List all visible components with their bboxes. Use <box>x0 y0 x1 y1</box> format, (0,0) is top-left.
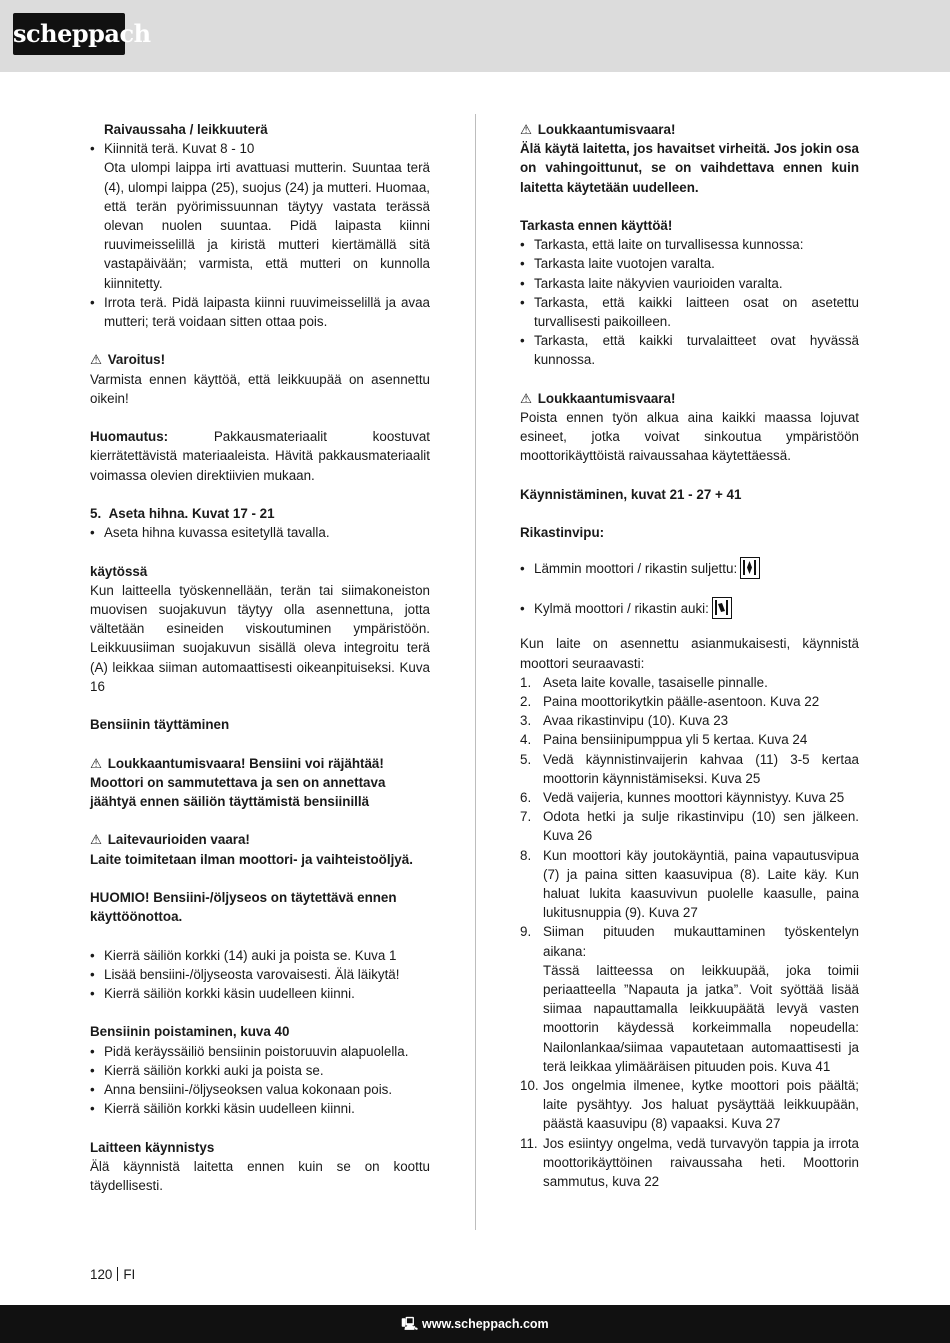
warning-triangle-icon: ⚠ <box>90 755 103 771</box>
monitor-icon: 🖳 <box>401 1317 419 1331</box>
list-item: 1. Aseta laite kovalle, tasaiselle pinnalle. <box>520 674 768 690</box>
check-list <box>520 235 859 369</box>
list-item: • Tarkasta laite näkyvien vaurioiden varalta. <box>520 274 859 293</box>
section-heading: Bensiinin täyttäminen <box>90 717 230 733</box>
right-column <box>520 120 859 1191</box>
section-heading: Laitteen käynnistys <box>90 1139 215 1155</box>
list-item: • Anna bensiini-/öljyseoksen valua kokonaan pois. <box>90 1080 430 1099</box>
warning-triangle-icon: ⚠ <box>90 352 103 368</box>
scheppach-logo[interactable]: scheppach <box>13 13 125 55</box>
belt-list <box>90 523 430 542</box>
list-item: 10. Jos ongelmia ilmenee, kytke moottori pois päältä; laite pysähtyy. Jos haluat pysäyttää leikkuupään, päästä kaasuvipu (8) vapaaksi. Kuva 27 <box>520 1078 859 1132</box>
list-item: • Kiinnitä terä. Kuvat 8 - 10 Ota ulompi laippa irti avattuasi mutterin. Suuntaa terä (4), ulompi laippa (25), suojus (24) ja mutteri. Huomaa, että terän pyörimissuunnan täytyy vastata terässä olevan nuolen suuntaa. Pidä laipasta kiinni ruuvimeisselillä ja kiristä mutteri kiertämällä sitä vastapäivään; varmista, että mutteri on kunnolla kiinnitetty. <box>90 139 430 293</box>
note-paragraph: Huomautus: Pakkausmateriaalit koostuvat kierrätettävistä materiaaleista. Hävitä pakkausmateriaalit voimassa olevien direktiivien mukaan. <box>90 429 430 483</box>
left-column <box>90 120 430 1195</box>
list-item: • Kierrä säiliön korkki auki ja poista se. <box>90 1061 430 1080</box>
list-item: • Tarkasta laite vuotojen varalta. <box>520 254 859 273</box>
website-link[interactable]: 🖳 www.scheppach.com <box>0 1305 950 1343</box>
list-item: • Tarkasta, että kaikki laitteen osat on asetettu turvallisesti paikoilleen. <box>520 293 859 331</box>
list-item: • Kierrä säiliön korkki käsin uudelleen kiinni. <box>90 1099 430 1118</box>
damage-heading: ⚠ Laitevaurioiden vaara! <box>90 830 430 849</box>
warning-triangle-icon: ⚠ <box>90 832 103 848</box>
damage-text: Laite toimitetaan ilman moottori- ja vaihteistoöljyä. <box>90 851 413 867</box>
attention-paragraph: HUOMIO! Bensiini-/öljyseos on täytettävä ennen käyttöönottoa. <box>90 890 397 925</box>
danger-paragraph: ⚠ Loukkaantumisvaara! Bensiini voi räjähtää! Moottori on sammutettava ja sen on annettava jäähtyä ennen säiliön täyttämistä bensiinillä <box>90 755 386 810</box>
danger-heading: ⚠ Loukkaantumisvaara! <box>520 389 859 408</box>
start-steps-list <box>520 673 859 1191</box>
list-item: • Tarkasta, että laite on turvallisessa kunnossa: <box>520 235 859 254</box>
list-item: • Kierrä säiliön korkki (14) auki ja poista se. Kuva 1 <box>90 946 430 965</box>
paragraph: Älä käynnistä laitetta ennen kuin se on koottu täydellisesti. <box>90 1158 430 1193</box>
list-item: 4. Paina bensiinipumppua yli 5 kertaa. Kuva 24 <box>520 732 808 748</box>
warning-triangle-icon: ⚠ <box>520 122 533 137</box>
choke-warm-label: Lämmin moottori / rikastin suljettu: <box>534 560 738 576</box>
page-number: 120 FI <box>90 1267 136 1282</box>
header-bar <box>0 0 950 72</box>
section-heading: Rikastinvipu: <box>520 525 605 541</box>
danger-text: Älä käytä laitetta, jos havaitset virheitä. Jos jokin osa on vahingoittunut, se on vaihdettava ennen kuin laitetta käytetään uudelleen. <box>520 141 859 195</box>
section-heading: 5. Aseta hihna. Kuvat 17 - 21 <box>90 506 275 522</box>
paragraph: Kun laite on asennettu asianmukaisesti, käynnistä moottori seuraavasti: <box>520 636 859 671</box>
blade-steps-list <box>90 139 430 331</box>
list-item: • Kierrä säiliön korkki käsin uudelleen kiinni. <box>90 984 430 1003</box>
danger-text: Poista ennen työn alkua aina kaikki maassa lojuvat esineet, jotka voivat sinkoutua ympäristöön moottorikäyttöistä raivaussahaa käytettäessä. <box>520 410 859 464</box>
section-heading: Raivaussaha / leikkuuterä <box>104 122 268 137</box>
warning-text: Varmista ennen käyttöä, että leikkuupää on asennettu oikein! <box>90 371 430 406</box>
column-divider <box>475 114 476 1230</box>
footer-bar <box>0 1305 950 1343</box>
list-item: 2. Paina moottorikytkin päälle-asentoon. Kuva 22 <box>520 694 820 710</box>
fill-list <box>90 946 430 1004</box>
choke-cold-label: Kylmä moottori / rikastin auki: <box>534 600 709 616</box>
section-heading: Bensiinin poistaminen, kuva 40 <box>90 1024 290 1040</box>
choke-closed-icon <box>740 557 760 579</box>
section-heading: Käynnistäminen, kuvat 21 - 27 + 41 <box>520 486 742 502</box>
list-item: • Lisää bensiini-/öljyseosta varovaisesti. Älä läikytä! <box>90 965 430 984</box>
choke-cold-row: • Kylmä moottori / rikastin auki: <box>520 594 859 622</box>
section-heading: käytössä <box>90 563 148 579</box>
choke-warm-row: • Lämmin moottori / rikastin suljettu: <box>520 554 859 582</box>
section-heading: Tarkasta ennen käyttöä! <box>520 218 673 233</box>
list-item: 5. Vedä käynnistinvaijerin kahvaa (11) 3-5 kertaa moottorin käynnistämiseksi. Kuva 25 <box>520 751 859 786</box>
warning-heading: ⚠ Varoitus! <box>90 350 430 369</box>
list-item: • Irrota terä. Pidä laipasta kiinni ruuvimeisselillä ja avaa mutteri; terä voidaan sitten ottaa pois. <box>90 293 430 331</box>
list-item: • Aseta hihna kuvassa esitetyllä tavalla. <box>90 523 430 542</box>
list-item: 11. Jos esiintyy ongelma, vedä turvavyön tappia ja irrota moottorikäyttöinen raivaussaha heti. Moottorin sammutus, kuva 22 <box>520 1135 859 1190</box>
list-item: 6. Vedä vaijeria, kunnes moottori käynnistyy. Kuva 25 <box>520 790 845 806</box>
drain-list <box>90 1042 430 1119</box>
list-item: 8. Kun moottori käy joutokäyntiä, paina vapautusvipua (7) ja paina sitten kaasuvipua (8). Laite käy. Kun haluat lukita kaasuvivun puolelle kaasulle, paina lukitusnuppia (9). Kuva 27 <box>520 847 859 921</box>
list-item: • Pidä keräyssäiliö bensiinin poistoruuvin alapuolella. <box>90 1042 430 1061</box>
choke-open-icon <box>712 597 732 619</box>
list-item: • Tarkasta, että kaikki turvalaitteet ovat hyvässä kunnossa. <box>520 331 859 369</box>
list-item: 9. Siiman pituuden mukauttaminen työskentelyn aikana: Tässä laitteessa on leikkuupää, joka toimii periaatteella ”Napauta ja jatka”. Voit syöttää lisää siimaa napauttamalla leikkuupäätä levyä vasten moottorin käydessä korkeimmalla nopeudella: Nailonlankaa/siimaa vapautetaan automaattisesti ja terä leikkaa ylimääräisen pituuden pois. Kuva 41 <box>520 924 859 1074</box>
list-item: 7. Odota hetki ja sulje rikastinvipu (10) sen jälkeen. Kuva 26 <box>520 809 859 844</box>
danger-heading: ⚠ Loukkaantumisvaara! <box>520 120 859 139</box>
list-item: 3. Avaa rikastinvipu (10). Kuva 23 <box>520 713 729 729</box>
warning-triangle-icon: ⚠ <box>520 390 533 406</box>
paragraph: Kun laitteella työskennellään, terän tai siimakoneiston muovisen suojakuvun täytyy olla asennettuna, jotta vältetään esineiden viskoutuminen ympäristöön. Leikkuusiiman suojakuvun sisällä oleva integroitu terä (A) leikkaa siiman automaattisesti oikeanpituiseksi. Kuva 16 <box>90 582 430 694</box>
